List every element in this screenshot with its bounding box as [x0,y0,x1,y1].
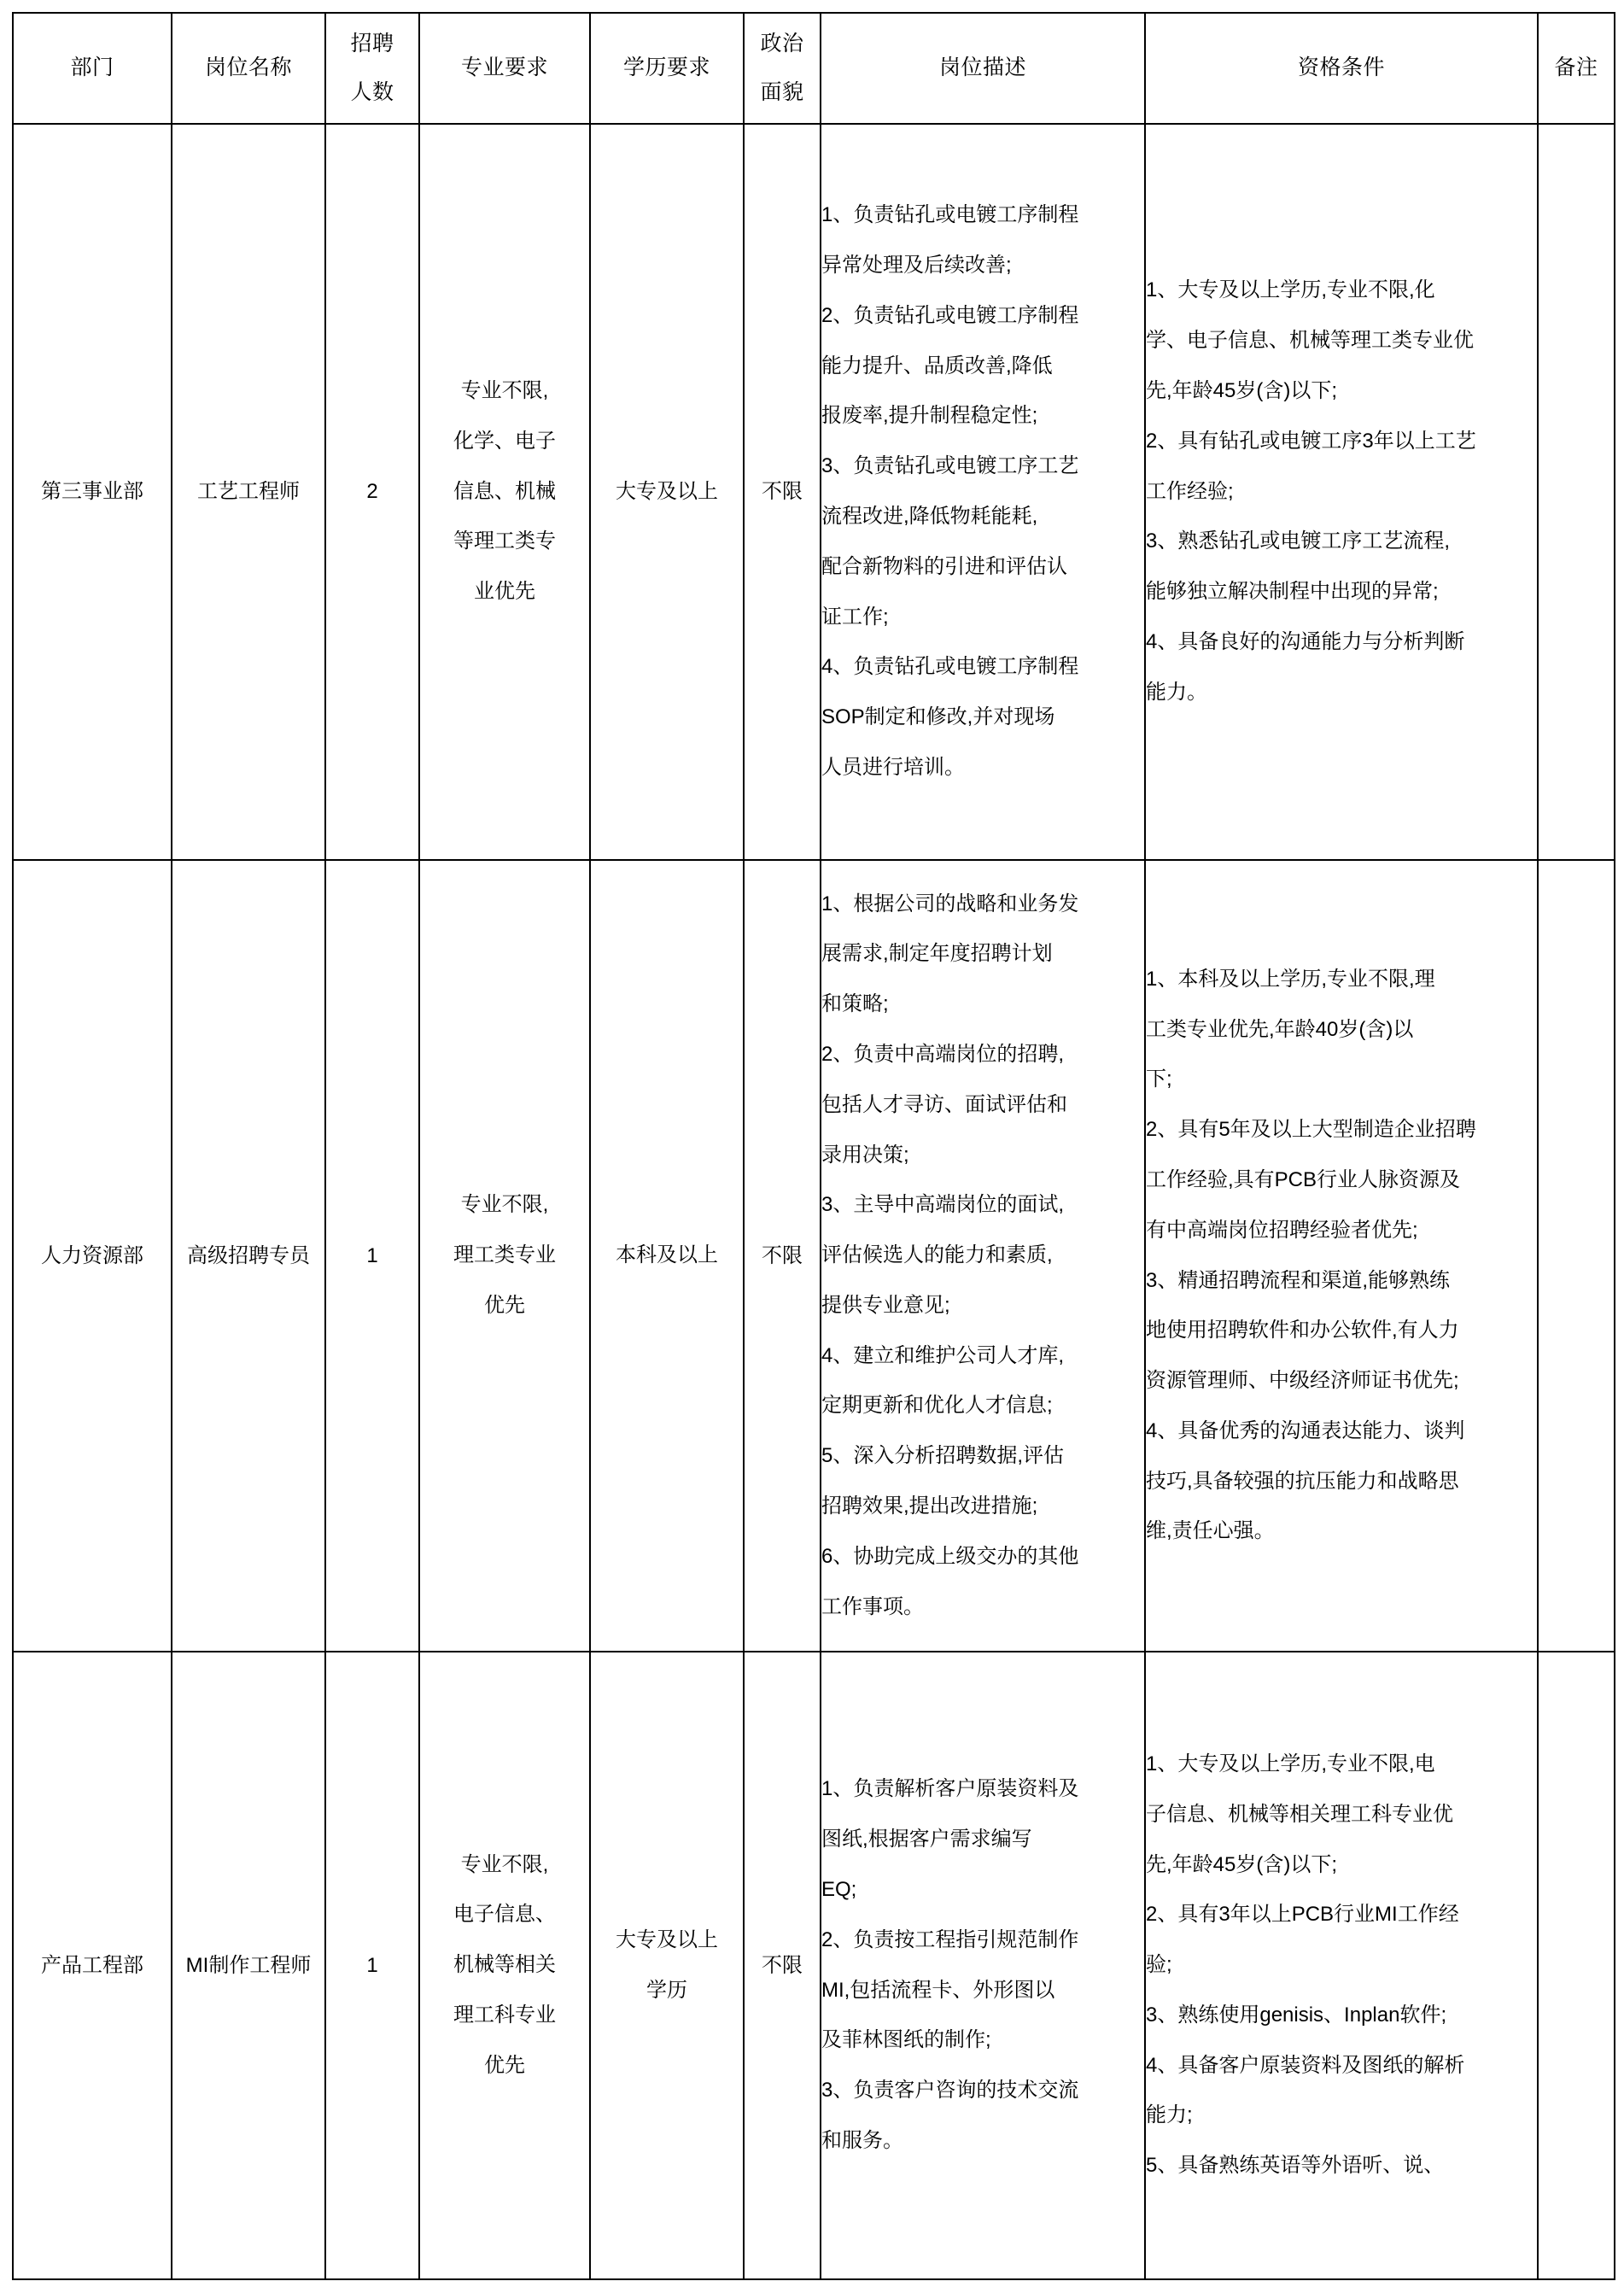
recruitment-positions-table [12,12,1615,2280]
table-row [13,860,1615,1652]
header-label: 学历要求 [622,56,710,80]
cell-title: 高级招聘专员 [172,860,325,1652]
cell-education: 大专及以上 [590,124,744,860]
cell-remarks [1538,124,1615,860]
cell-remarks [1538,860,1615,1652]
cell-political-status: 不限 [744,860,821,1652]
header-label: 专业要求 [460,56,548,80]
header-label: 人数 [350,80,394,104]
cell-political-status: 不限 [744,124,821,860]
cell-job-description: 1、根据公司的战略和业务发 展需求,制定年度招聘计划 和策略; 2、负责中高端岗位的招聘, 包括人才寻访、面试评估和 录用决策; 3、主导中高端岗位的面试, 评估候选人的能力和素质, 提供专业意见; 4、建立和维护公司人才库, 定期更新和优化人才信息; 5、深入分析招聘数据,评估 招聘效果,提出改进措施; 6、协助完成上级交办的其他 工作事项。 [821,860,1145,1652]
table-row [13,1652,1615,2279]
cell-job-description: 1、负责钻孔或电镀工序制程 异常处理及后续改善; 2、负责钻孔或电镀工序制程 能力提升、品质改善,降低 报废率,提升制程稳定性; 3、负责钻孔或电镀工序工艺 流程改进,降低物耗能耗, 配合新物料的引进和评估认 证工作; 4、负责钻孔或电镀工序制程 SOP制定和修改,并对现场 人员进行培训。 [821,124,1145,860]
cell-count: 2 [325,124,419,860]
cell-major: 专业不限, 理工类专业 优先 [419,860,590,1652]
column-header-count [325,13,419,124]
header-label: 面貌 [760,80,804,104]
cell-job-description: 1、负责解析客户原装资料及 图纸,根据客户需求编写 EQ; 2、负责按工程指引规范制作 MI,包括流程卡、外形图以 及菲林图纸的制作; 3、负责客户咨询的技术交流 和服务。 [821,1652,1145,2279]
table-row [13,124,1615,860]
cell-dept: 第三事业部 [13,124,172,860]
cell-education: 大专及以上 学历 [590,1652,744,2279]
cell-count: 1 [325,860,419,1652]
cell-qualifications: 1、大专及以上学历,专业不限,化 学、电子信息、机械等理工类专业优 先,年龄45岁(含)以下; 2、具有钻孔或电镀工序3年以上工艺 工作经验; 3、熟悉钻孔或电镀工序工艺流程, 能够独立解决制程中出现的异常; 4、具备良好的沟通能力与分析判断 能力。 [1145,124,1538,860]
column-header-job-description [821,13,1145,124]
cell-major: 专业不限, 化学、电子 信息、机械 等理工类专 业优先 [419,124,590,860]
header-label: 招聘 [350,31,394,56]
column-header-political-status [744,13,821,124]
header-row [13,13,1615,124]
header-label: 资格条件 [1297,56,1385,80]
header-label: 岗位描述 [938,56,1026,80]
header-label: 部门 [70,56,114,80]
cell-title: 工艺工程师 [172,124,325,860]
column-header-title [172,13,325,124]
cell-title: MI制作工程师 [172,1652,325,2279]
cell-count: 1 [325,1652,419,2279]
cell-qualifications: 1、大专及以上学历,专业不限,电 子信息、机械等相关理工科专业优 先,年龄45岁(含)以下; 2、具有3年以上PCB行业MI工作经 验; 3、熟练使用genisis、Inplan软件; 4、具备客户原装资料及图纸的解析 能力; 5、具备熟练英语等外语听、说、 [1145,1652,1538,2279]
cell-dept: 产品工程部 [13,1652,172,2279]
cell-major: 专业不限, 电子信息、 机械等相关 理工科专业 优先 [419,1652,590,2279]
column-header-major [419,13,590,124]
table-body [13,124,1615,2279]
cell-dept: 人力资源部 [13,860,172,1652]
header-label: 岗位名称 [204,56,292,80]
header-label: 政治 [760,31,804,56]
cell-qualifications: 1、本科及以上学历,专业不限,理 工类专业优先,年龄40岁(含)以 下; 2、具有5年及以上大型制造企业招聘 工作经验,具有PCB行业人脉资源及 有中高端岗位招聘经验者优先; 3、精通招聘流程和渠道,能够熟练 地使用招聘软件和办公软件,有人力 资源管理师、中级经济师证书优先; 4、具备优秀的沟通表达能力、谈判 技巧,具备较强的抗压能力和战略思 维,责任心强。 [1145,860,1538,1652]
column-header-dept [13,13,172,124]
cell-remarks [1538,1652,1615,2279]
column-header-education [590,13,744,124]
cell-political-status: 不限 [744,1652,821,2279]
column-header-qualifications [1145,13,1538,124]
header-label: 备注 [1554,56,1598,80]
column-header-remarks [1538,13,1615,124]
table-header [13,13,1615,124]
cell-education: 本科及以上 [590,860,744,1652]
